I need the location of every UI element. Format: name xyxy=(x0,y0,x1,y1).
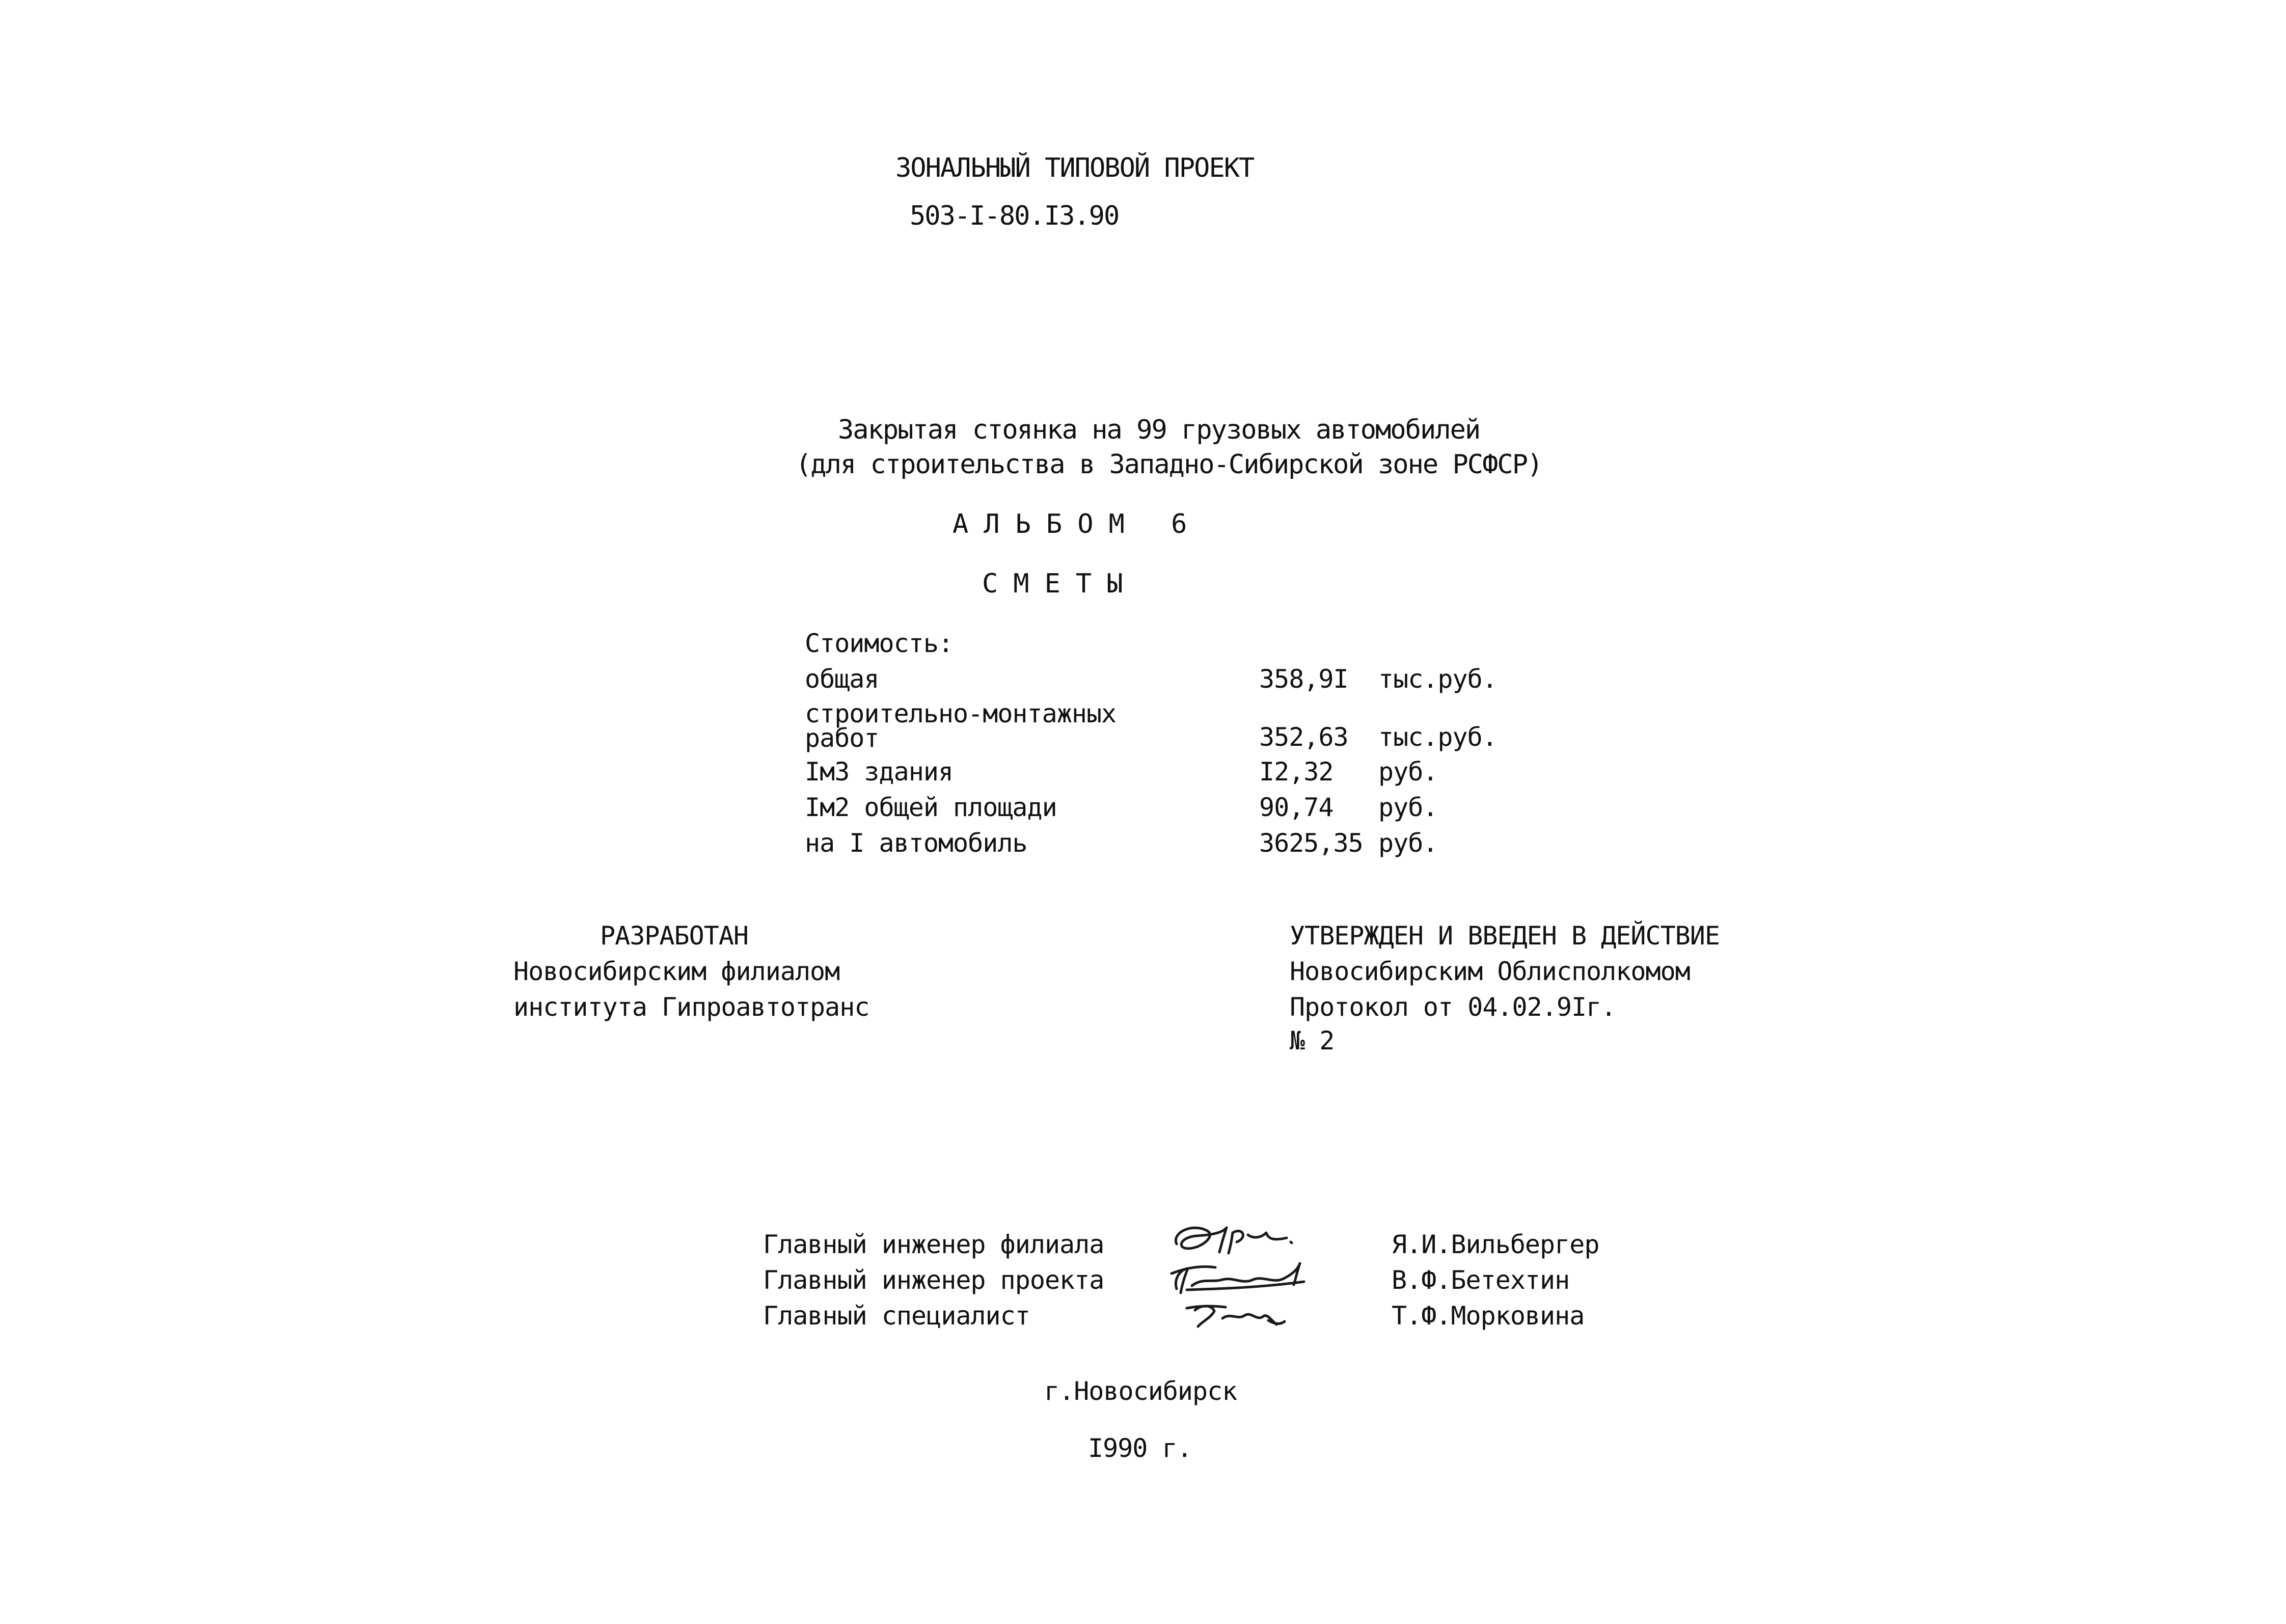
cost-label-per-vehicle: на I автомобиль xyxy=(805,828,1027,858)
approved-line-1: Новосибирским Облисполкомом xyxy=(1290,957,1690,986)
cost-value-per-vehicle: 3625,35 xyxy=(1259,828,1363,858)
approved-line-2: Протокол от 04.02.9Iг. xyxy=(1290,992,1616,1022)
cost-heading: Стоимость: xyxy=(805,629,954,658)
year: I990 г. xyxy=(1088,1433,1192,1463)
developed-heading: РАЗРАБОТАН xyxy=(600,921,749,951)
cost-label-total: общая xyxy=(805,664,879,694)
approved-heading: УТВЕРЖДЕН И ВВЕДЕН В ДЕЙСТВИЕ xyxy=(1290,921,1720,951)
city: г.Новосибирск xyxy=(1044,1376,1237,1406)
developed-line-1: Новосибирским филиалом xyxy=(513,957,840,986)
cost-value-per-m3: I2,32 xyxy=(1259,757,1334,787)
signatory-role-2: Главный инженер проекта xyxy=(763,1265,1104,1295)
cost-value-total: 358,9I xyxy=(1259,664,1348,694)
cost-value-construction: 352,63 xyxy=(1259,722,1348,752)
signatory-role-1: Главный инженер филиала xyxy=(763,1230,1104,1259)
cost-label-per-m2: Iм2 общей площади xyxy=(805,793,1057,822)
section-title: СМЕТЫ xyxy=(982,569,1138,599)
signature-1 xyxy=(1176,1228,1292,1253)
title-line-2: (для строительства в Западно-Сибирской зоне РСФСР) xyxy=(796,449,1542,480)
signature-3 xyxy=(1187,1306,1285,1327)
cost-unit-per-m2: руб. xyxy=(1378,793,1438,822)
signature-2 xyxy=(1172,1263,1304,1293)
signatory-name-2: В.Ф.Бетехтин xyxy=(1392,1265,1570,1295)
signatory-name-3: Т.Ф.Морковина xyxy=(1392,1301,1585,1331)
signatory-role-3: Главный специалист xyxy=(763,1301,1030,1331)
cost-unit-total: тыс.руб. xyxy=(1378,664,1497,694)
cost-value-per-m2: 90,74 xyxy=(1259,793,1334,822)
album-number: АЛЬБОМ 6 xyxy=(953,509,1203,539)
cost-label-construction-works: работ xyxy=(805,723,879,753)
developed-line-2: института Гипроавтотранс xyxy=(513,992,869,1022)
project-code: 503-I-80.I3.90 xyxy=(910,201,1119,231)
cost-label-construction: строительно-монтажных xyxy=(805,699,1117,728)
title-line-1: Закрытая стоянка на 99 грузовых автомобилей xyxy=(838,415,1480,445)
cost-label-per-m3: Iм3 здания xyxy=(805,757,954,787)
project-type: ЗОНАЛЬНЫЙ ТИПОВОЙ ПРОЕКТ xyxy=(895,153,1254,183)
cost-unit-per-vehicle: руб. xyxy=(1378,828,1438,858)
cost-unit-construction: тыс.руб. xyxy=(1378,722,1497,752)
cost-unit-per-m3: руб. xyxy=(1378,757,1438,787)
signatory-name-1: Я.И.Вильбергер xyxy=(1392,1230,1599,1259)
approved-protocol-number: № 2 xyxy=(1290,1026,1335,1055)
handwritten-signatures xyxy=(1166,1212,1335,1345)
